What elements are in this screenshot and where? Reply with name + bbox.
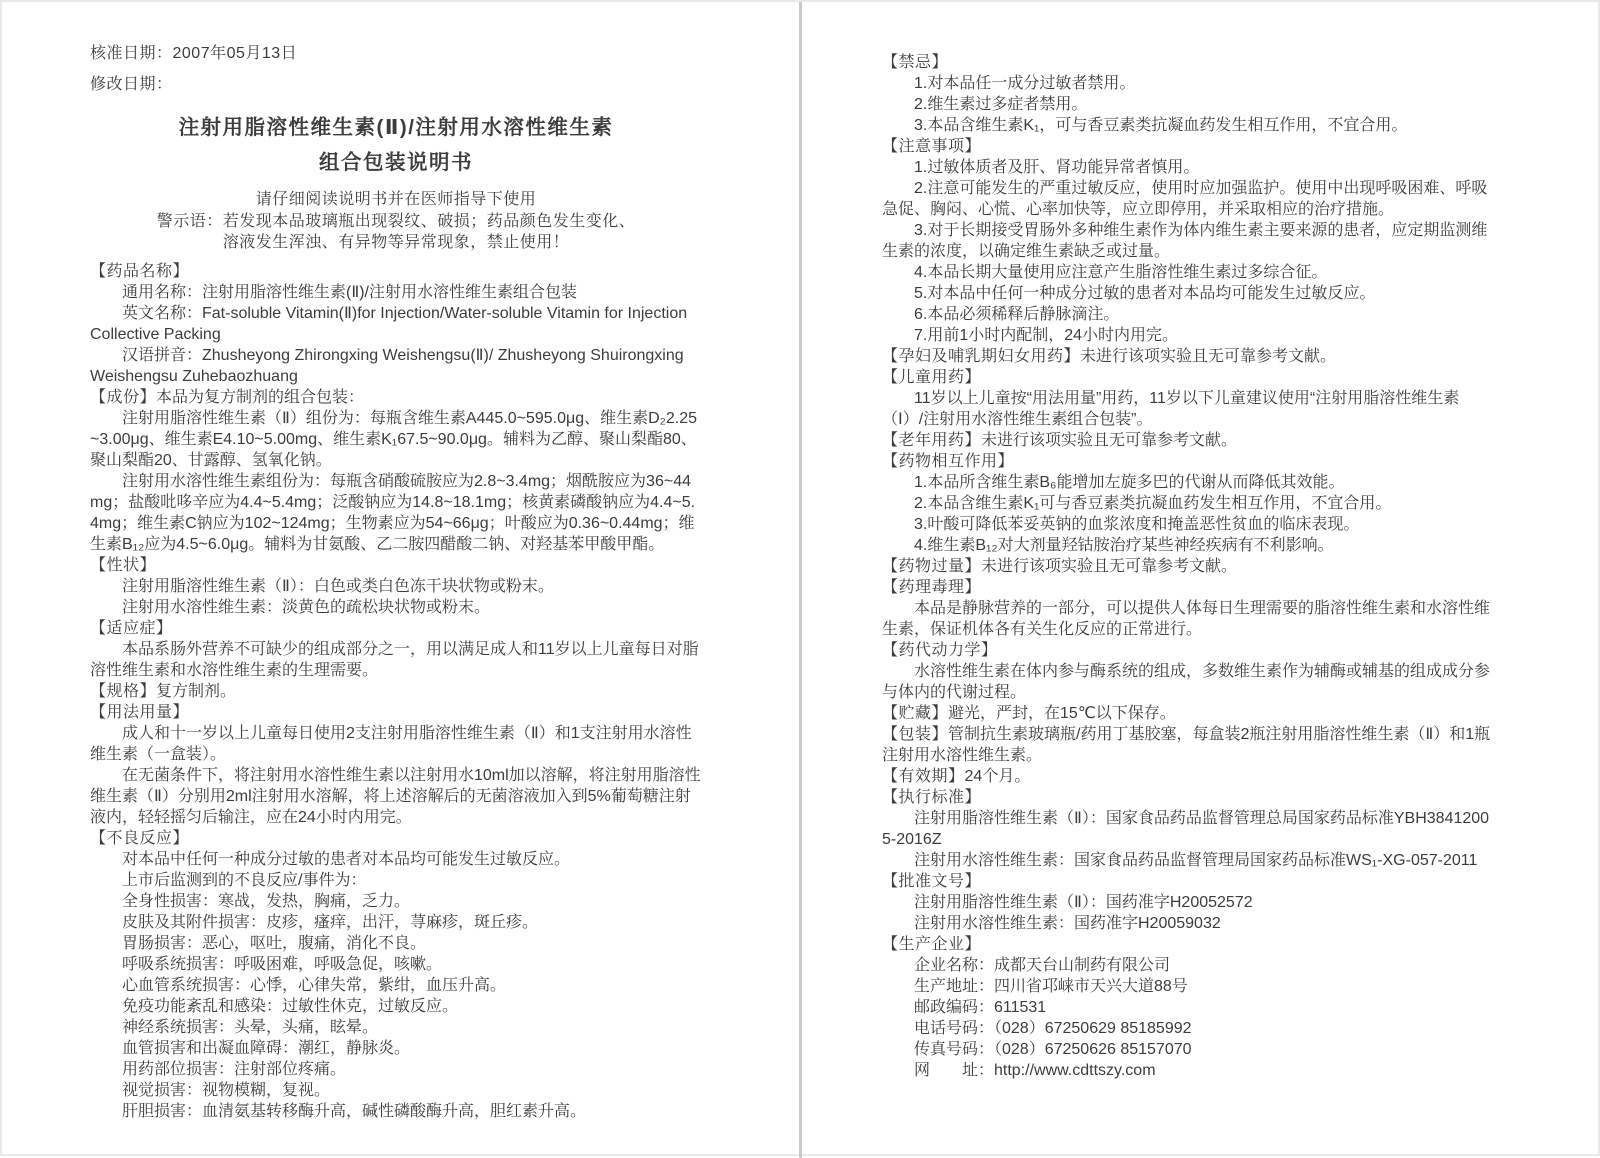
page-divider bbox=[799, 2, 802, 1158]
section-inline-text: 未进行该项实验且无可靠参考文献。 bbox=[981, 558, 1238, 575]
section-heading: 【药代动力学】 bbox=[882, 642, 998, 659]
section-paragraph: 免疫功能紊乱和感染：过敏性休克，过敏反应。 bbox=[122, 997, 459, 1015]
section-paragraph: 1.过敏体质者及肝、肾功能异常者慎用。 bbox=[914, 159, 1200, 176]
section-heading-line bbox=[882, 934, 1496, 955]
section-heading: 【孕妇及哺乳期妇女用药】 bbox=[882, 348, 1081, 365]
section-paragraph: 电话号码：（028）67250629 85185992 bbox=[914, 1020, 1192, 1037]
section-paragraph: 汉语拼音：Zhusheyong Zhirongxing Weishengsu(Ⅱ)/ Zhusheyong Shuirongxing Weishengsu Zuhebaozhuang bbox=[90, 346, 684, 385]
section-paragraph: 5.对本品中任何一种成分过敏的患者对本品均可能发生过敏反应。 bbox=[914, 285, 1376, 302]
section-heading-line bbox=[882, 766, 1496, 787]
section-paragraph: 注射用水溶性维生素：国药准字H20059032 bbox=[914, 915, 1221, 932]
section-heading-line bbox=[882, 724, 1496, 766]
section-paragraph: 11岁以上儿童按“用法用量”用药，11岁以下儿童建议使用“注射用脂溶性维生素（Ⅰ）/注射用水溶性维生素组合包装”。 bbox=[882, 390, 1460, 428]
section-heading: 【儿童用药】 bbox=[882, 369, 982, 386]
section-paragraph: 呼吸系统损害：呼吸困难，呼吸急促，咳嗽。 bbox=[122, 955, 443, 973]
revision-date: 修改日期： bbox=[90, 76, 173, 93]
section-paragraph: 胃肠损害：恶心，呕吐，腹痛，消化不良。 bbox=[122, 934, 427, 952]
section-heading-line bbox=[90, 555, 702, 576]
section-paragraph: 1.对本品任一成分过敏者禁用。 bbox=[914, 75, 1136, 92]
section-inline-text: 未进行该项实验且无可靠参考文献。 bbox=[981, 432, 1238, 449]
section-inline-text: 复方制剂。 bbox=[156, 682, 237, 700]
section-paragraph: 3.叶酸可降低苯妥英钠的血浆浓度和掩盖恶性贫血的临床表现。 bbox=[914, 516, 1360, 533]
section-heading-line bbox=[882, 577, 1496, 598]
section-paragraph: 水溶性维生素在体内参与酶系统的组成，多数维生素作为辅酶或辅基的组成成分参与体内的代谢过程。 bbox=[882, 663, 1491, 701]
section-heading: 【药物相互作用】 bbox=[882, 453, 1015, 470]
section-paragraph: 邮政编码：611531 bbox=[914, 999, 1047, 1016]
section-heading-line bbox=[882, 136, 1496, 157]
section-inline-text: 未进行该项实验且无可靠参考文献。 bbox=[1080, 348, 1337, 365]
section-heading-line bbox=[882, 640, 1496, 661]
section-heading: 【不良反应】 bbox=[90, 829, 190, 847]
section-heading: 【禁忌】 bbox=[882, 54, 949, 71]
page-left bbox=[90, 2, 702, 1122]
section-heading: 【成份】 bbox=[90, 388, 157, 406]
section-heading: 【药品名称】 bbox=[90, 262, 190, 280]
section-inline-text: 24个月。 bbox=[964, 768, 1031, 785]
section-paragraph: 上市后监测到的不良反应/事件为： bbox=[122, 871, 367, 889]
section-heading-line bbox=[882, 451, 1496, 472]
section-heading-line bbox=[90, 681, 702, 702]
right-column-sections bbox=[882, 52, 1496, 1081]
section-paragraph: 注射用脂溶性维生素（Ⅱ）：国药准字H20052572 bbox=[914, 894, 1253, 911]
section-paragraph: 注射用脂溶性维生素（Ⅱ）：白色或类白色冻干块状物或粉末。 bbox=[122, 577, 554, 595]
section-paragraph: 通用名称：注射用脂溶性维生素(Ⅱ)/注射用水溶性维生素组合包装 bbox=[122, 283, 577, 301]
section-paragraph: 在无菌条件下，将注射用水溶性维生素以注射用水10ml加以溶解，将注射用脂溶性维生素（Ⅱ）分别用2ml注射用水溶解，将上述溶解后的无菌溶液加入到5%葡萄糖注射液内，轻轻摇匀后输注，应在24小时内用完。 bbox=[90, 766, 701, 826]
section-paragraph: 2.维生素过多症者禁用。 bbox=[914, 96, 1088, 113]
section-inline-text: 管制抗生素玻璃瓶/药用丁基胶塞，每盒装2瓶注射用脂溶性维生素（Ⅱ）和1瓶注射用水溶性维生素。 bbox=[882, 726, 1491, 764]
section-paragraph: 全身性损害：寒战，发热，胸痛，乏力。 bbox=[122, 892, 411, 910]
section-heading-line bbox=[882, 430, 1496, 451]
section-paragraph: 3.对于长期接受胃肠外多种维生素作为体内维生素主要来源的患者，应定期监测维生素的浓度，以确定维生素缺乏或过量。 bbox=[882, 222, 1488, 260]
section-inline-text: 避光，严封，在15℃以下保存。 bbox=[948, 705, 1176, 722]
section-paragraph: 本品是静脉营养的一部分，可以提供人体每日生理需要的脂溶性维生素和水溶性维生素，保证机体各有关生化反应的正常进行。 bbox=[882, 600, 1491, 638]
approval-date: 核准日期：2007年05月13日 bbox=[90, 45, 298, 62]
section-paragraph: 企业名称：成都天台山制药有限公司 bbox=[914, 957, 1171, 974]
section-heading: 【性状】 bbox=[90, 556, 157, 574]
doc-title-line2: 组合包装说明书 bbox=[319, 151, 473, 174]
warning-line-2: 溶液发生浑浊、有异物等异常现象，禁止使用！ bbox=[222, 234, 570, 251]
section-heading-line bbox=[882, 871, 1496, 892]
section-heading: 【批准文号】 bbox=[882, 873, 982, 890]
section-heading-line bbox=[882, 367, 1496, 388]
section-heading: 【生产企业】 bbox=[882, 936, 982, 953]
left-column-sections bbox=[90, 261, 702, 1122]
section-paragraph: 1.本品所含维生素B₆能增加左旋多巴的代谢从而降低其效能。 bbox=[914, 474, 1345, 491]
section-heading: 【药理毒理】 bbox=[882, 579, 982, 596]
section-paragraph: 注射用水溶性维生素组份为：每瓶含硝酸硫胺应为2.8~3.4mg；烟酰胺应为36~44mg；盐酸吡哆辛应为4.4~5.4mg；泛酸钠应为14.8~18.1mg；核黄素磷酸钠应为4.4~5.4mg；维生素C钠应为102~124mg；生物素应为54~66μg；叶酸应为0.36~0.44mg；维生素B₁₂应为4.5~6.0μg。辅料为甘氨酸、乙二胺四醋酸二钠、对羟基苯甲酸甲酯。 bbox=[90, 472, 696, 553]
section-paragraph: 注射用脂溶性维生素（Ⅱ）组份为：每瓶含维生素A445.0~595.0μg、维生素D₂2.25~3.00μg、维生素E4.10~5.00mg、维生素K₁67.5~90.0μg。辅料为乙醇、聚山梨酯80、聚山梨酯20、甘露醇、氢氧化钠。 bbox=[90, 409, 697, 469]
section-paragraph: 用药部位损害：注射部位疼痛。 bbox=[122, 1060, 347, 1078]
section-heading-line bbox=[90, 261, 702, 282]
section-heading: 【有效期】 bbox=[882, 768, 965, 785]
section-paragraph: 3.本品含维生素K₁，可与香豆素类抗凝血药发生相互作用，不宜合用。 bbox=[914, 117, 1408, 134]
section-paragraph: 神经系统损害：头晕，头痛，眩晕。 bbox=[122, 1018, 379, 1036]
section-paragraph: 2.本品含维生素K₁可与香豆素类抗凝血药发生相互作用，不宜合用。 bbox=[914, 495, 1392, 512]
section-paragraph: 肝胆损害：血清氨基转移酶升高，碱性磷酸酶升高，胆红素升高。 bbox=[122, 1102, 587, 1120]
section-paragraph: 视觉损害：视物模糊，复视。 bbox=[122, 1081, 331, 1099]
section-heading-line bbox=[90, 618, 702, 639]
page-right bbox=[882, 2, 1496, 1081]
section-inline-text: 本品为复方制剂的组合包装： bbox=[156, 388, 365, 406]
section-heading-line bbox=[882, 346, 1496, 367]
section-heading: 【规格】 bbox=[90, 682, 157, 700]
section-paragraph: 心血管系统损害：心悸，心律失常，紫绀，血压升高。 bbox=[122, 976, 507, 994]
section-paragraph: 血管损害和出凝血障碍：潮红，静脉炎。 bbox=[122, 1039, 411, 1057]
section-paragraph: 6.本品必须稀释后静脉滴注。 bbox=[914, 306, 1120, 323]
section-paragraph: 注射用水溶性维生素：国家食品药品监督管理局国家药品标准WS₁-XG-057-2011 bbox=[914, 852, 1478, 869]
section-paragraph: 7.用前1小时内配制，24小时内用完。 bbox=[914, 327, 1179, 344]
section-paragraph: 4.本品长期大量使用应注意产生脂溶性维生素过多综合征。 bbox=[914, 264, 1328, 281]
section-heading-line bbox=[882, 556, 1496, 577]
section-heading: 【适应症】 bbox=[90, 619, 173, 637]
warning-line-1: 警示语：若发现本品玻璃瓶出现裂纹、破损；药品颜色发生变化、 bbox=[156, 212, 636, 230]
section-paragraph: 传真号码：（028）67250626 85157070 bbox=[914, 1041, 1192, 1058]
section-heading: 【药物过量】 bbox=[882, 558, 982, 575]
section-heading: 【执行标准】 bbox=[882, 789, 982, 806]
section-heading-line bbox=[90, 387, 702, 408]
section-paragraph: 成人和十一岁以上儿童每日使用2支注射用脂溶性维生素（Ⅱ）和1支注射用水溶性维生素（一盒装）。 bbox=[90, 724, 692, 763]
section-heading-line bbox=[882, 787, 1496, 808]
section-paragraph: 英文名称：Fat-soluble Vitamin(Ⅱ)for Injection/Water-soluble Vitamin for Injection Collective Packing bbox=[90, 304, 688, 343]
section-paragraph: 皮肤及其附件损害：皮疹，瘙痒，出汗，荨麻疹，斑丘疹。 bbox=[122, 913, 539, 931]
section-paragraph: 本品系肠外营养不可缺少的组成部分之一，用以满足成人和11岁以上儿童每日对脂溶性维生素和水溶性维生素的生理需要。 bbox=[90, 640, 699, 679]
section-paragraph: 网 址：http://www.cdttszy.com bbox=[914, 1062, 1156, 1079]
section-heading-line bbox=[90, 702, 702, 723]
section-heading-line bbox=[90, 828, 702, 849]
section-paragraph: 生产地址：四川省邛崃市天兴大道88号 bbox=[914, 978, 1188, 995]
section-paragraph: 4.维生素B₁₂对大剂量羟钴胺治疗某些神经疾病有不利影响。 bbox=[914, 537, 1334, 554]
section-heading: 【贮藏】 bbox=[882, 705, 949, 722]
section-paragraph: 注射用水溶性维生素：淡黄色的疏松块状物或粉末。 bbox=[122, 598, 491, 616]
section-heading: 【注意事项】 bbox=[882, 138, 982, 155]
section-heading: 【包装】 bbox=[882, 726, 949, 743]
section-heading-line bbox=[882, 52, 1496, 73]
section-heading: 【用法用量】 bbox=[90, 703, 190, 721]
section-heading-line bbox=[882, 703, 1496, 724]
section-paragraph: 注射用脂溶性维生素（Ⅱ）：国家食品药品监督管理总局国家药品标准YBH38412005-2016Z bbox=[882, 810, 1490, 848]
doc-title-line1: 注射用脂溶性维生素(Ⅱ)/注射用水溶性维生素 bbox=[178, 116, 614, 139]
section-paragraph: 2.注意可能发生的严重过敏反应，使用时应加强监护。使用中出现呼吸困难、呼吸急促、胸闷、心慌、心率加快等，应立即停用，并采取相应的治疗措施。 bbox=[882, 180, 1488, 218]
section-heading: 【老年用药】 bbox=[882, 432, 982, 449]
read-instruction: 请仔细阅读说明书并在医师指导下使用 bbox=[255, 191, 537, 208]
section-paragraph: 对本品中任何一种成分过敏的患者对本品均可能发生过敏反应。 bbox=[122, 850, 571, 868]
